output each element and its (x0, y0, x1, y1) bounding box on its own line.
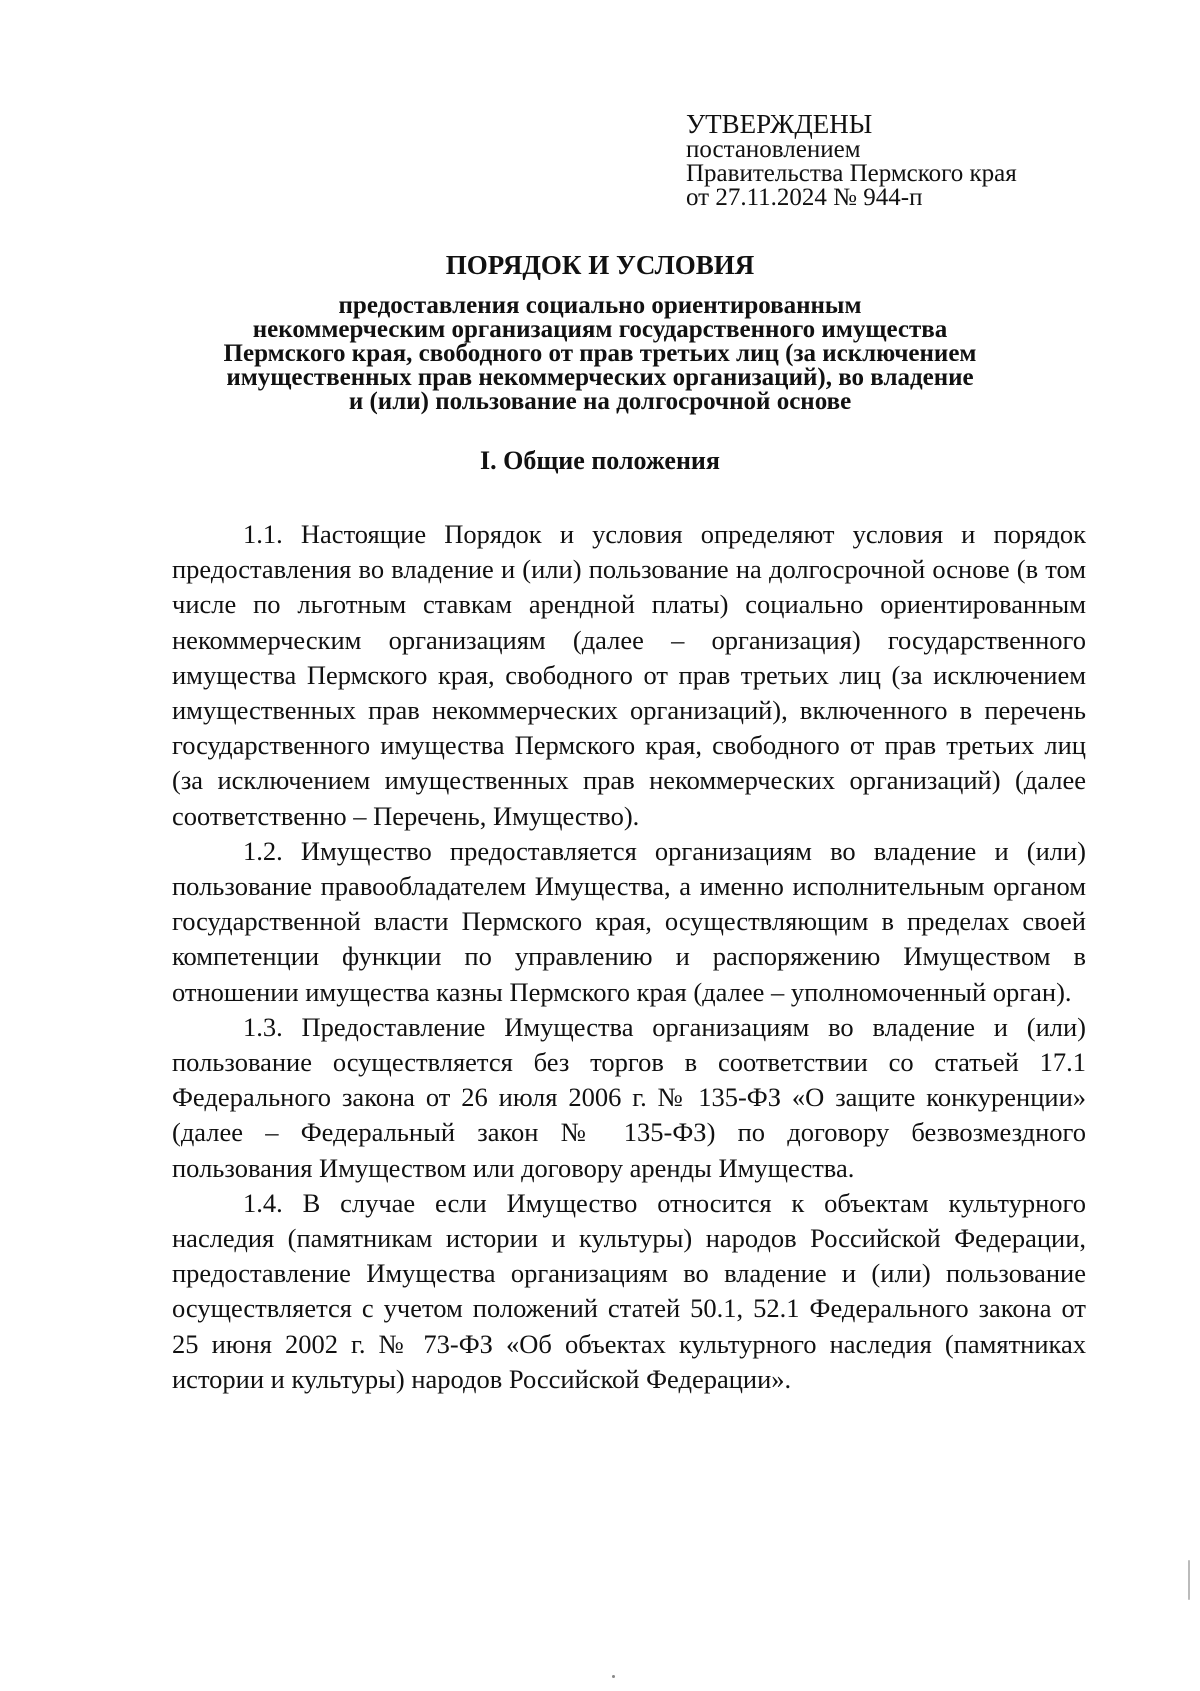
subtitle-line: Пермского края, свободного от прав третьих лиц (за исключением (223, 340, 977, 367)
document-body (172, 517, 1086, 1397)
subtitle-line: некоммерческим организациям государственного имущества (252, 316, 948, 343)
subtitle-line: предоставления социально ориентированным (338, 292, 862, 319)
approval-stamp: УТВЕРЖДЕНЫ (686, 109, 873, 139)
approval-line-1: постановлением (686, 136, 861, 163)
approval-line-3: от 27.11.2024 № 944-п (686, 184, 923, 211)
paragraph-1-4: 1.4. В случае если Имущество относится к объектам культурного наследия (памятникам истории и культуры) народов Российской Федерации, предоставление Имущества организациям во владение и (или) пользование осуществляется с учетом положений статей 50.1, 52.1 Федерального закона от 25 июня 2002 г. № 73-ФЗ «Об объектах культурного наследия (памятниках истории и культуры) народов Российской Федерации». (172, 1187, 1086, 1394)
subtitle-line: и (или) пользование на долгосрочной основе (348, 388, 852, 415)
subtitle-line: имущественных прав некоммерческих организаций), во владение (226, 364, 974, 391)
scan-speck (1188, 1560, 1190, 1600)
scan-speck (612, 1675, 615, 1678)
section-heading: I. Общие положения (480, 446, 720, 475)
paragraph-1-2: 1.2. Имущество предоставляется организациям во владение и (или) пользование правообладателем Имущества, а именно исполнительным органом государственной власти Пермского края, осуществляющим в пределах своей компетенции функции по управлению и распоряжению Имуществом в отношении имущества казны Пермского края (далее – уполномоченный орган). (172, 835, 1086, 1007)
paragraph-1-1: 1.1. Настоящие Порядок и условия определяют условия и порядок предоставления во владение и (или) пользование на долгосрочной основе (в том числе по льготным ставкам арендной платы) социально ориентированным некоммерческим организациям (далее – организация) государственного имущества Пермского края, свободного от прав третьих лиц (за исключением имущественных прав некоммерческих организаций), включенного в перечень государственного имущества Пермского края, свободного от прав третьих лиц (за исключением имущественных прав некоммерческих организаций) (далее соответственно – Перечень, Имущество). (172, 519, 1086, 831)
document-title: ПОРЯДОК И УСЛОВИЯ (445, 250, 755, 280)
approval-block (686, 110, 1116, 210)
document-subtitle (150, 294, 1050, 414)
paragraph-1-3: 1.3. Предоставление Имущества организациям во владение и (или) пользование осуществляется без торгов в соответствии со статьей 17.1 Федерального закона от 26 июля 2006 г. № 135-ФЗ «О защите конкуренции» (далее – Федеральный закон № 135-ФЗ) по договору безвозмездного пользования Имуществом или договору аренды Имущества. (172, 1011, 1086, 1183)
approval-line-2: Правительства Пермского края (686, 160, 1017, 187)
